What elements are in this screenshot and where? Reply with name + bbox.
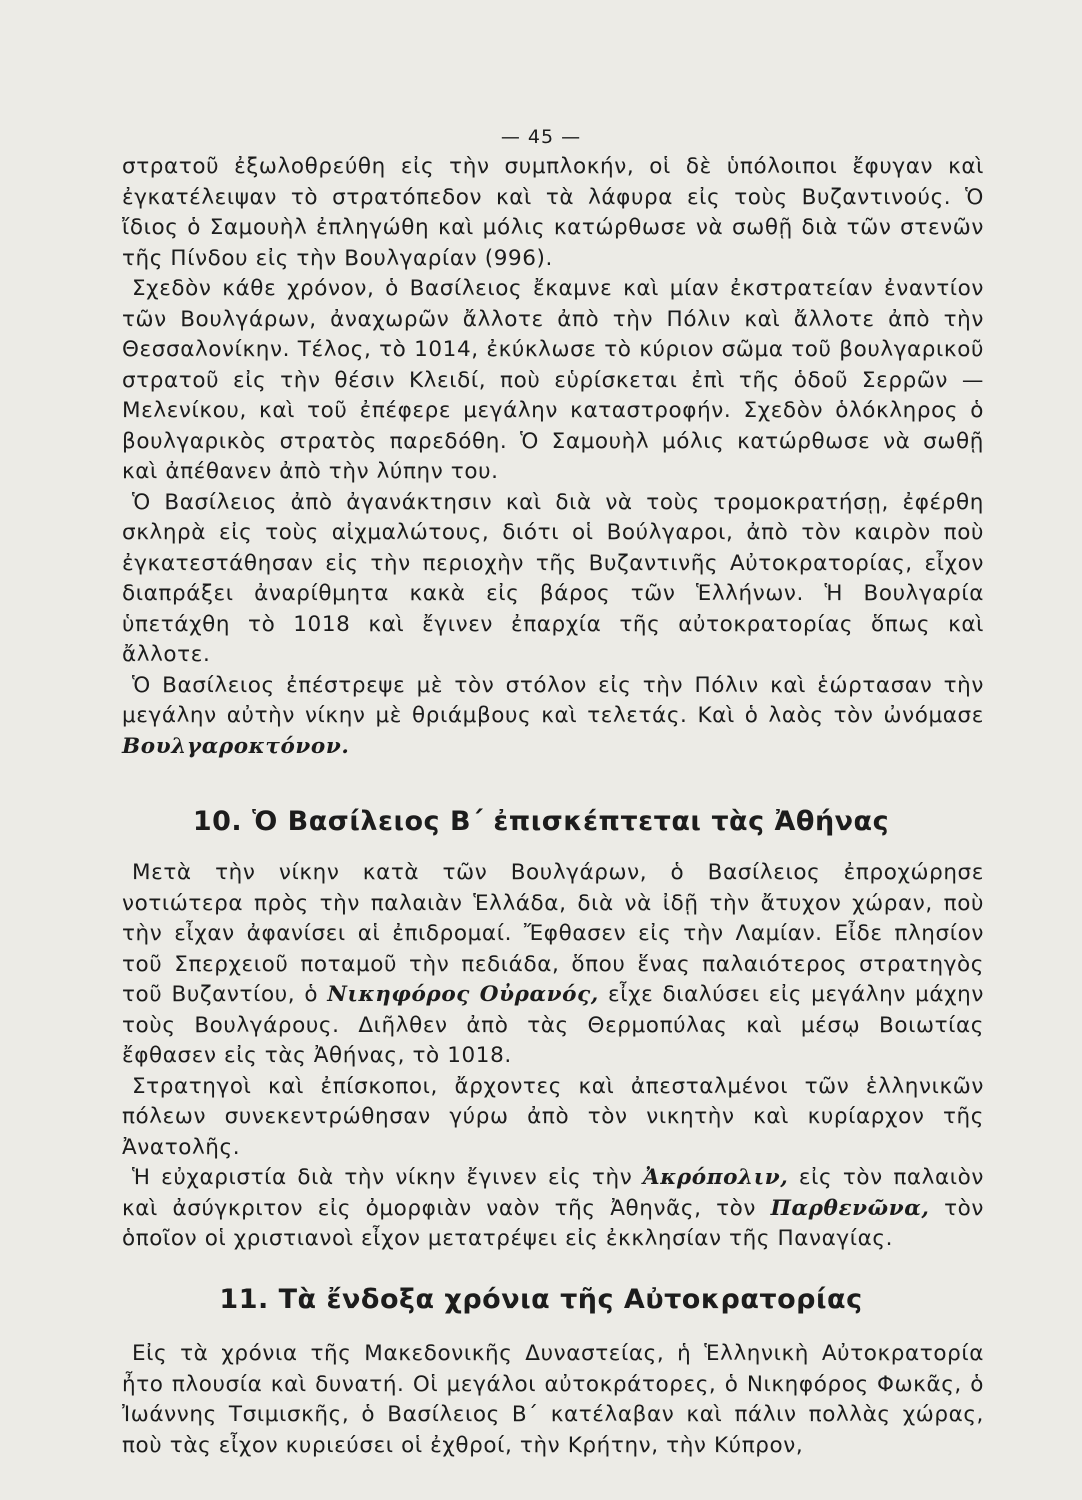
text-block-section-11 [122,1339,984,1461]
triumph-text: Ὁ Βασίλειος ἐπέστρεψε μὲ τὸν στόλον εἰς τὴν Πόλιν καὶ ἑώρτασαν τὴν μεγάλην αὐτὴν νίκην μὲ θριάμβους καὶ τελετάς. Καὶ ὁ λαὸς τὸν ὠνόμασε [122,672,984,728]
name-nikephoros-ouranos: Νικηφόρος Οὐρανός, [327,982,599,1007]
thanksgiving-text-start: Ἡ εὐχαριστία διὰ τὴν νίκην ἔγινεν εἰς τὴν [132,1165,643,1190]
paragraph-yearly-campaigns: Σχεδὸν κάθε χρόνον, ὁ Βασίλειος ἔκαμνε καὶ μίαν ἐκστρατείαν ἐναντίον τῶν Βουλγάρων, ἀναχωρῶν ἄλλοτε ἀπὸ τὴν Πόλιν καὶ ἄλλοτε ἀπὸ τὴν Θεσσαλονίκην. Τέλος, τὸ 1014, ἐκύκλωσε τὸ κύριον σῶμα τοῦ βουλγαρικοῦ στρατοῦ εἰς τὴν θέσιν Κλειδί, ποὺ εὑρίσκεται ἐπὶ τῆς ὁδοῦ Σερρῶν — Μελενίκου, καὶ τοῦ ἐπέφερε μεγάλην καταστροφήν. Σχεδὸν ὁλόκληρος ὁ βουλγαρικὸς στρατὸς παρεδόθη. Ὁ Σαμουὴλ μόλις κατώρθωσε νὰ σωθῇ καὶ ἀπέθανεν ἀπὸ τὴν λύπην του. [122,276,984,484]
section-heading-10: 10. Ὁ Βασίλειος Β΄ ἐπισκέπτεται τὰς Ἀθήνας [192,806,890,837]
text-block-section-10 [122,858,984,1255]
paragraph-macedonian-dynasty: Εἰς τὰ χρόνια τῆς Μακεδονικῆς Δυναστείας, ἡ Ἑλληνικὴ Αὐτοκρατορία ἦτο πλουσία καὶ δυνατή. Οἱ μεγάλοι αὐτοκράτορες, ὁ Νικηφόρος Φωκᾶς, ὁ Ἰωάννης Τσιμισκῆς, ὁ Βασίλειος Β΄ κατέλαβαν καὶ πάλιν πολλὰς χώρας, ποὺ τὰς εἶχον κυριεύσει οἱ ἐχθροί, τὴν Κρήτην, τὴν Κύπρον, [122,1341,984,1458]
journey-text-start: Μετὰ τὴν νίκην κατὰ τῶν Βουλγάρων, ὁ Βασίλειος ἐπροχώρησε νοτιώτερα πρὸς τὴν παλαιὰν Ἑλλάδα, διὰ νὰ ἰδῇ τὴν ἄτυχον χώραν, ποὺ τὴν εἶχαν ἀφανίσει αἱ ἐπιδρομαί. Ἔφθασεν εἰς τὴν Λαμίαν. Εἶδε πλησίον τοῦ Σπερχειοῦ ποταμοῦ τὴν πεδιάδα, ὅπου ἕνας παλαιότερος στρατηγὸς τοῦ Βυζαντίου, ὁ [122,860,984,1007]
paragraph-gathering: Στρατηγοὶ καὶ ἐπίσκοποι, ἄρχοντες καὶ ἀπεσταλμένοι τῶν ἑλληνικῶν πόλεων συνεκεντρώθησαν γύρω ἀπὸ τὸν νικητὴν καὶ κυρίαρχον τῆς Ἀνατολῆς. [122,1073,984,1160]
paragraph-journey-south [122,858,984,1072]
page-number: — 45 — [500,126,582,148]
name-parthenon: Παρθενῶνα, [770,1195,930,1221]
paragraph-captives: Ὁ Βασίλειος ἀπὸ ἀγανάκτησιν καὶ διὰ νὰ τοὺς τρομοκρατήσῃ, ἐφέρθη σκληρὰ εἰς τοὺς αἰχμαλώτους, διότι οἱ Βούλγαροι, ἀπὸ τὸν καιρὸν ποὺ ἐγκατεστάθησαν εἰς τὴν περιοχὴν τῆς Βυζαντινῆς Αὐτοκρατορίας, εἶχον διαπράξει ἀναρίθμητα κακὰ εἰς βάρος τῶν Ἑλλήνων. Ἡ Βουλγαρία ὑπετάχθη τὸ 1018 καὶ ἔγινεν ἐπαρχία τῆς αὐτοκρατορίας ὅπως καὶ ἄλλοτε. [122,489,984,667]
paragraph-continuation: στρατοῦ ἐξωλοθρεύθη εἰς τὴν συμπλοκήν, οἱ δὲ ὑπόλοιποι ἔφυγαν καὶ ἐγκατέλειψαν τὸ στρατόπεδον καὶ τὰ λάφυρα εἰς τοὺς Βυζαντινούς. Ὁ ἴδιος ὁ Σαμουὴλ ἐπληγώθη καὶ μόλις κατώρθωσε νὰ σωθῇ διὰ τῶν στενῶν τῆς Πίνδου εἰς τὴν Βουλγαρίαν (996). [122,154,984,271]
section-heading-11: 11. Τὰ ἔνδοξα χρόνια τῆς Αὐτοκρατορίας [219,1284,863,1315]
journey-text-end: εἶχε διαλύσει εἰς μεγάλην μάχην τοὺς Βουλγάρους. Διῆλθεν ἀπὸ τὰς Θερμοπύλας καὶ μέσῳ Βοιωτίας ἔφθασεν εἰς τὰς Ἀθήνας, τὸ 1018. [122,982,984,1068]
thanksgiving-text-end: τὸν ὁποῖον οἱ χριστιανοὶ εἶχον μετατρέψει εἰς ἐκκλησίαν τῆς Παναγίας. [122,1195,984,1251]
paragraph-triumph [122,671,984,763]
paragraph-thanksgiving [122,1163,984,1255]
name-acropolis: Ἀκρόπολιν, [642,1165,789,1190]
text-block-top [122,152,984,762]
epithet-bulgaroktonos: Βουλγαροκτόνον. [122,733,350,759]
thanksgiving-text-mid: εἰς τὸν παλαιὸν καὶ ἀσύγκριτον εἰς ὀμορφιὰν ναὸν τῆς Ἀθηνᾶς, τὸν [122,1165,984,1221]
